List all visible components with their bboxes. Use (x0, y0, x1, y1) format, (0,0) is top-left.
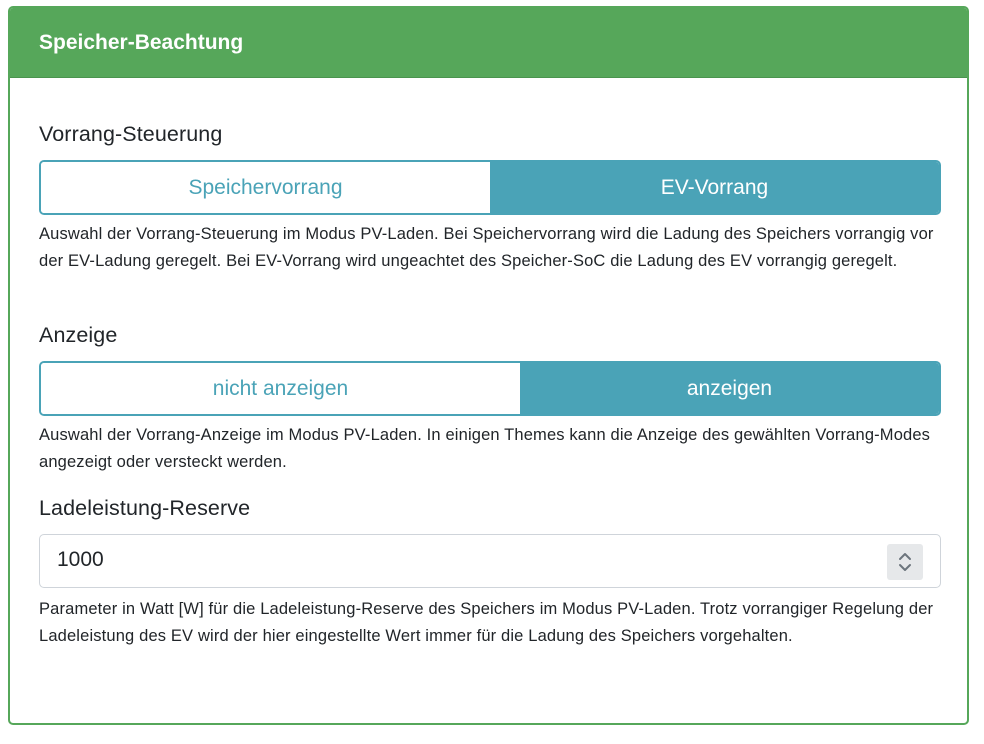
settings-card (8, 6, 969, 725)
reserve-label: Ladeleistung-Reserve (39, 496, 251, 520)
priority-option-storage[interactable]: Speichervorrang (41, 162, 490, 213)
priority-label: Vorrang-Steuerung (39, 122, 223, 146)
priority-toggle-group (39, 160, 941, 215)
chevron-down-icon[interactable] (897, 562, 913, 574)
display-toggle-group (39, 361, 941, 416)
priority-help-text: Auswahl der Vorrang-Steuerung im Modus PV-Laden. Bei Speichervorrang wird die Ladung des Speichers vorrangig vor der EV-Ladung geregelt. Bei EV-Vorrang wird ungeachtet des Speicher-SoC die Ladung des EV vorrangig geregelt. (39, 225, 934, 270)
display-help-text: Auswahl der Vorrang-Anzeige im Modus PV-Laden. In einigen Themes kann die Anzeige des gewählten Vorrang-Modes angezeigt oder versteckt werden. (39, 426, 931, 471)
chevron-up-icon[interactable] (897, 550, 913, 562)
display-option-hide[interactable]: nicht anzeigen (41, 363, 520, 414)
reserve-number-field (39, 534, 941, 588)
priority-option-ev[interactable]: EV-Vorrang (490, 162, 939, 213)
reserve-spinner[interactable] (887, 544, 923, 580)
reserve-input[interactable] (57, 548, 857, 572)
card-header: Speicher-Beachtung (10, 8, 967, 78)
display-label: Anzeige (39, 323, 118, 347)
display-option-show[interactable]: anzeigen (520, 363, 939, 414)
reserve-help-text: Parameter in Watt [W] für die Ladeleistung-Reserve des Speichers im Modus PV-Laden. Trotz vorrangiger Regelung der Ladeleistung des EV wird der hier eingestellte Wert immer für die Ladung des Speichers vorgehalten. (39, 600, 934, 645)
